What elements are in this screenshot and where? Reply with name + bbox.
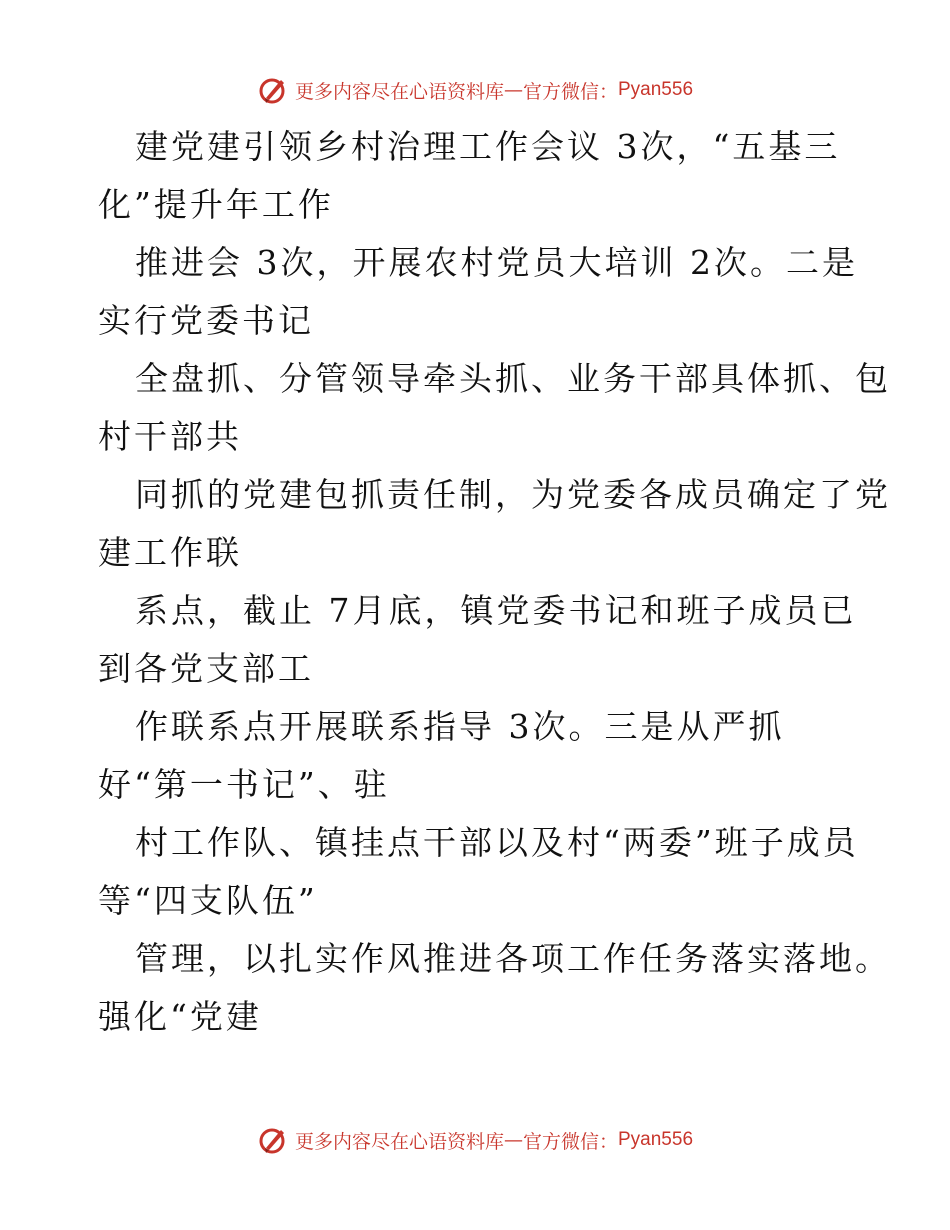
body-line: 强化“党建 [98, 997, 262, 1036]
document-body [98, 118, 891, 1046]
body-line: 建党建引领乡村治理工作会议 3次，“五基三 [135, 127, 841, 166]
footer-wechat-label: 官方微信： [522, 1130, 618, 1153]
quill-pen-circle-icon [257, 1124, 289, 1156]
footer-banner [0, 1120, 950, 1160]
body-line: 建工作联 [98, 533, 242, 572]
body-line: 作联系点开展联系指导 3次。三是从严抓 [135, 707, 785, 746]
header-site-text: 更多内容尽在心语资料库 [294, 80, 504, 103]
header-wechat-label: 官方微信： [522, 80, 618, 103]
body-line: 推进会 3次，开展农村党员大培训 2次。二是 [135, 243, 858, 282]
body-line: 好“第一书记”、驻 [98, 765, 390, 804]
body-line: 等“四支队伍” [98, 881, 318, 920]
header-separator: — [503, 79, 523, 101]
body-line: 村工作队、镇挂点干部以及村“两委”班子成员 [135, 823, 859, 862]
footer-separator: — [503, 1129, 523, 1151]
body-line: 到各党支部工 [98, 649, 314, 688]
body-line: 同抓的党建包抓责任制，为党委各成员确定了党 [135, 475, 891, 514]
body-line: 全盘抓、分管领导牵头抓、业务干部具体抓、包 [135, 359, 891, 398]
header-wechat-id: Pyan556 [618, 79, 694, 100]
footer-wechat-id: Pyan556 [618, 1129, 694, 1150]
body-line: 系点，截止 7月底，镇党委书记和班子成员已 [135, 591, 857, 630]
footer-site-text: 更多内容尽在心语资料库 [294, 1130, 504, 1153]
body-line: 管理，以扎实作风推进各项工作任务落实落地。 [135, 939, 891, 978]
header-banner [0, 70, 950, 110]
body-line: 村干部共 [98, 417, 242, 456]
body-line: 实行党委书记 [98, 301, 314, 340]
quill-pen-circle-icon [257, 74, 289, 106]
body-line: 化”提升年工作 [98, 185, 334, 224]
